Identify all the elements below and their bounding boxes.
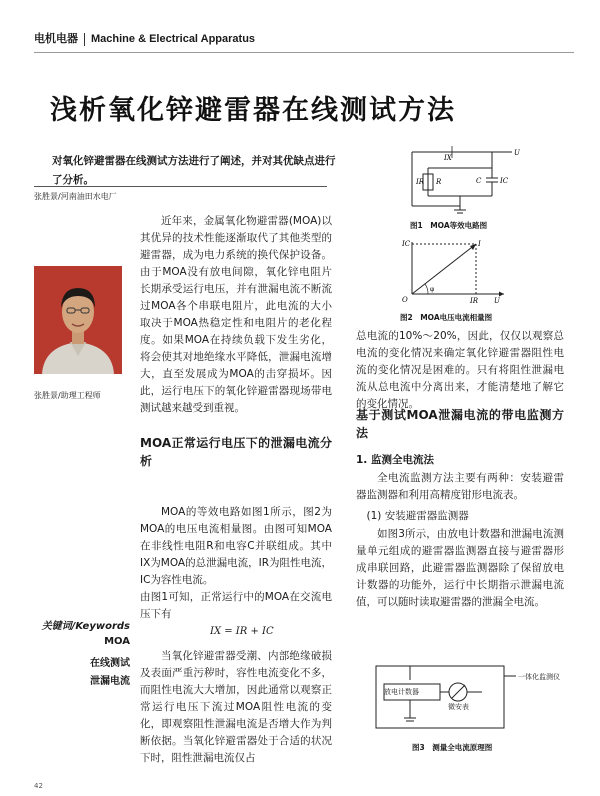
fig1-label-u: U (514, 149, 520, 157)
formula: IX = IR + IC (210, 626, 274, 637)
fig3-counter-label: 放电计数器 (384, 688, 419, 696)
figure-2-caption: 图2 MOA电压电流相量图 (400, 313, 493, 322)
figure-1-equivalent-circuit (392, 146, 538, 216)
section2-paragraph-1: 全电流监测方法主要有两种：安装避雷器监测器和利用高精度钳形电流表。 (356, 472, 564, 501)
figure-1-caption: 图1 MOA等效电路图 (410, 221, 488, 230)
fig3-meter-label: 微安表 (448, 703, 469, 711)
section2-subheading-1: 1. 监测全电流法 (356, 454, 434, 466)
fig1-label-ix: IX (444, 154, 452, 162)
keyword-item: MOA (104, 636, 130, 647)
section-name-en: Machine & Electrical Apparatus (91, 33, 256, 45)
header-rule (34, 52, 574, 53)
section1-p1-text: MOA的等效电路如图1所示，图2为MOA的电压电流相量图。由图可知MOA在非线性电阻R和电容C并联组成。其中IX为MOA的总泄漏电流，IR为阻性电流，IC为容性电流。 (140, 506, 333, 586)
fig1-label-r: R (436, 178, 442, 186)
fig2-label-o: O (402, 296, 408, 304)
abstract: 对氧化锌避雷器在线测试方法进行了阐述，并对其优缺点进行了分析。 (52, 155, 336, 186)
abstract-rule (34, 186, 327, 187)
author-photo (34, 266, 122, 374)
header-separator (84, 33, 85, 46)
section1-paragraph-1 (140, 504, 332, 623)
fig1-label-c: C (476, 177, 482, 185)
fig3-device-label: 一体化监测仪 (518, 673, 560, 681)
intro-paragraph: 近年来，金属氧化物避雷器(MOA)以其优异的技术性能逐渐取代了其他类型的避雷器，成为电力系统的换代保护设备。由于MOA没有放电间隙，氧化锌电阻片长期承受运行电压，并有泄漏电流不断流过MOA各个串联电阻片，此电流的大小取决于MOA热稳定性和电阻片的老化程度。如果MOA在持续负载下发生劣化，将会使其对地绝缘水平降低，泄漏电流增大，直至发展成为MOA的击穿损坏。因此，运行电压下的氧化锌避雷器现场带电测试越来越受到重视。 (140, 215, 332, 414)
fig2-label-phi: φ (430, 286, 435, 293)
running-header (34, 30, 574, 50)
fig2-label-i: I (478, 240, 481, 248)
figure-2-phasor-diagram (398, 236, 508, 306)
author-affiliation: 张胜景/河南油田水电厂 (34, 192, 117, 201)
figure-3-caption: 图3 测量全电流原理图 (412, 743, 493, 752)
keyword-item: 在线测试 (90, 658, 130, 669)
col2-paragraph-1: 总电流的10%～20%，因此，仅仅以观察总电流的变化情况来确定氧化锌避雷器阻性电流的变化情况是困难的。只有将阻性泄漏电流从总电流中分离出来，才能清楚地了解它的变化情况。 (356, 330, 564, 410)
photo-caption: 张胜景/助理工程师 (34, 391, 101, 400)
section1-p2-text: 由图1可知，正常运行中的MOA在交流电压下有 (140, 591, 332, 620)
page-number: 42 (34, 782, 43, 790)
fig1-label-ir: IR (416, 178, 425, 186)
fig2-label-u: U (494, 297, 500, 305)
section2-heading: 基于测试MOA泄漏电流的带电监测方法 (356, 408, 564, 440)
section2-subheading-2: (1) 安装避雷器监测器 (366, 510, 469, 522)
article-title: 浅析氧化锌避雷器在线测试方法 (50, 95, 456, 126)
fig2-label-ir: IR (470, 297, 479, 305)
section1-heading: MOA正常运行电压下的泄漏电流分析 (140, 436, 332, 468)
section2-paragraph-2: 如图3所示，由放电计数器和泄漏电流测量单元组成的避雷器监测器直接与避雷器形成串联回路，此避雷器监测器除了保留放电计数器的功能外，运行中长期指示泄漏电流值，可以随时读取避雷器的泄漏全电流。 (356, 528, 564, 608)
keyword-item: 泄漏电流 (90, 676, 130, 687)
keywords-label: 关键词/Keywords (41, 621, 130, 632)
section1-paragraph-3: 当氧化锌避雷器受潮、内部绝缘破损及表面严重污秽时，容性电流变化不多，而阻性电流大大增加，因此通常以观察正常运行电压下流过MOA阻性电流的变化，即观察阻性泄漏电流是否增大作为判断依据。当氧化锌避雷器处于合适的状况下时，阻性泄漏电流仅占 (140, 650, 332, 764)
fig1-label-ic: IC (500, 177, 509, 185)
fig2-label-ic: IC (402, 240, 411, 248)
section-name-cn: 电机电器 (34, 32, 78, 45)
